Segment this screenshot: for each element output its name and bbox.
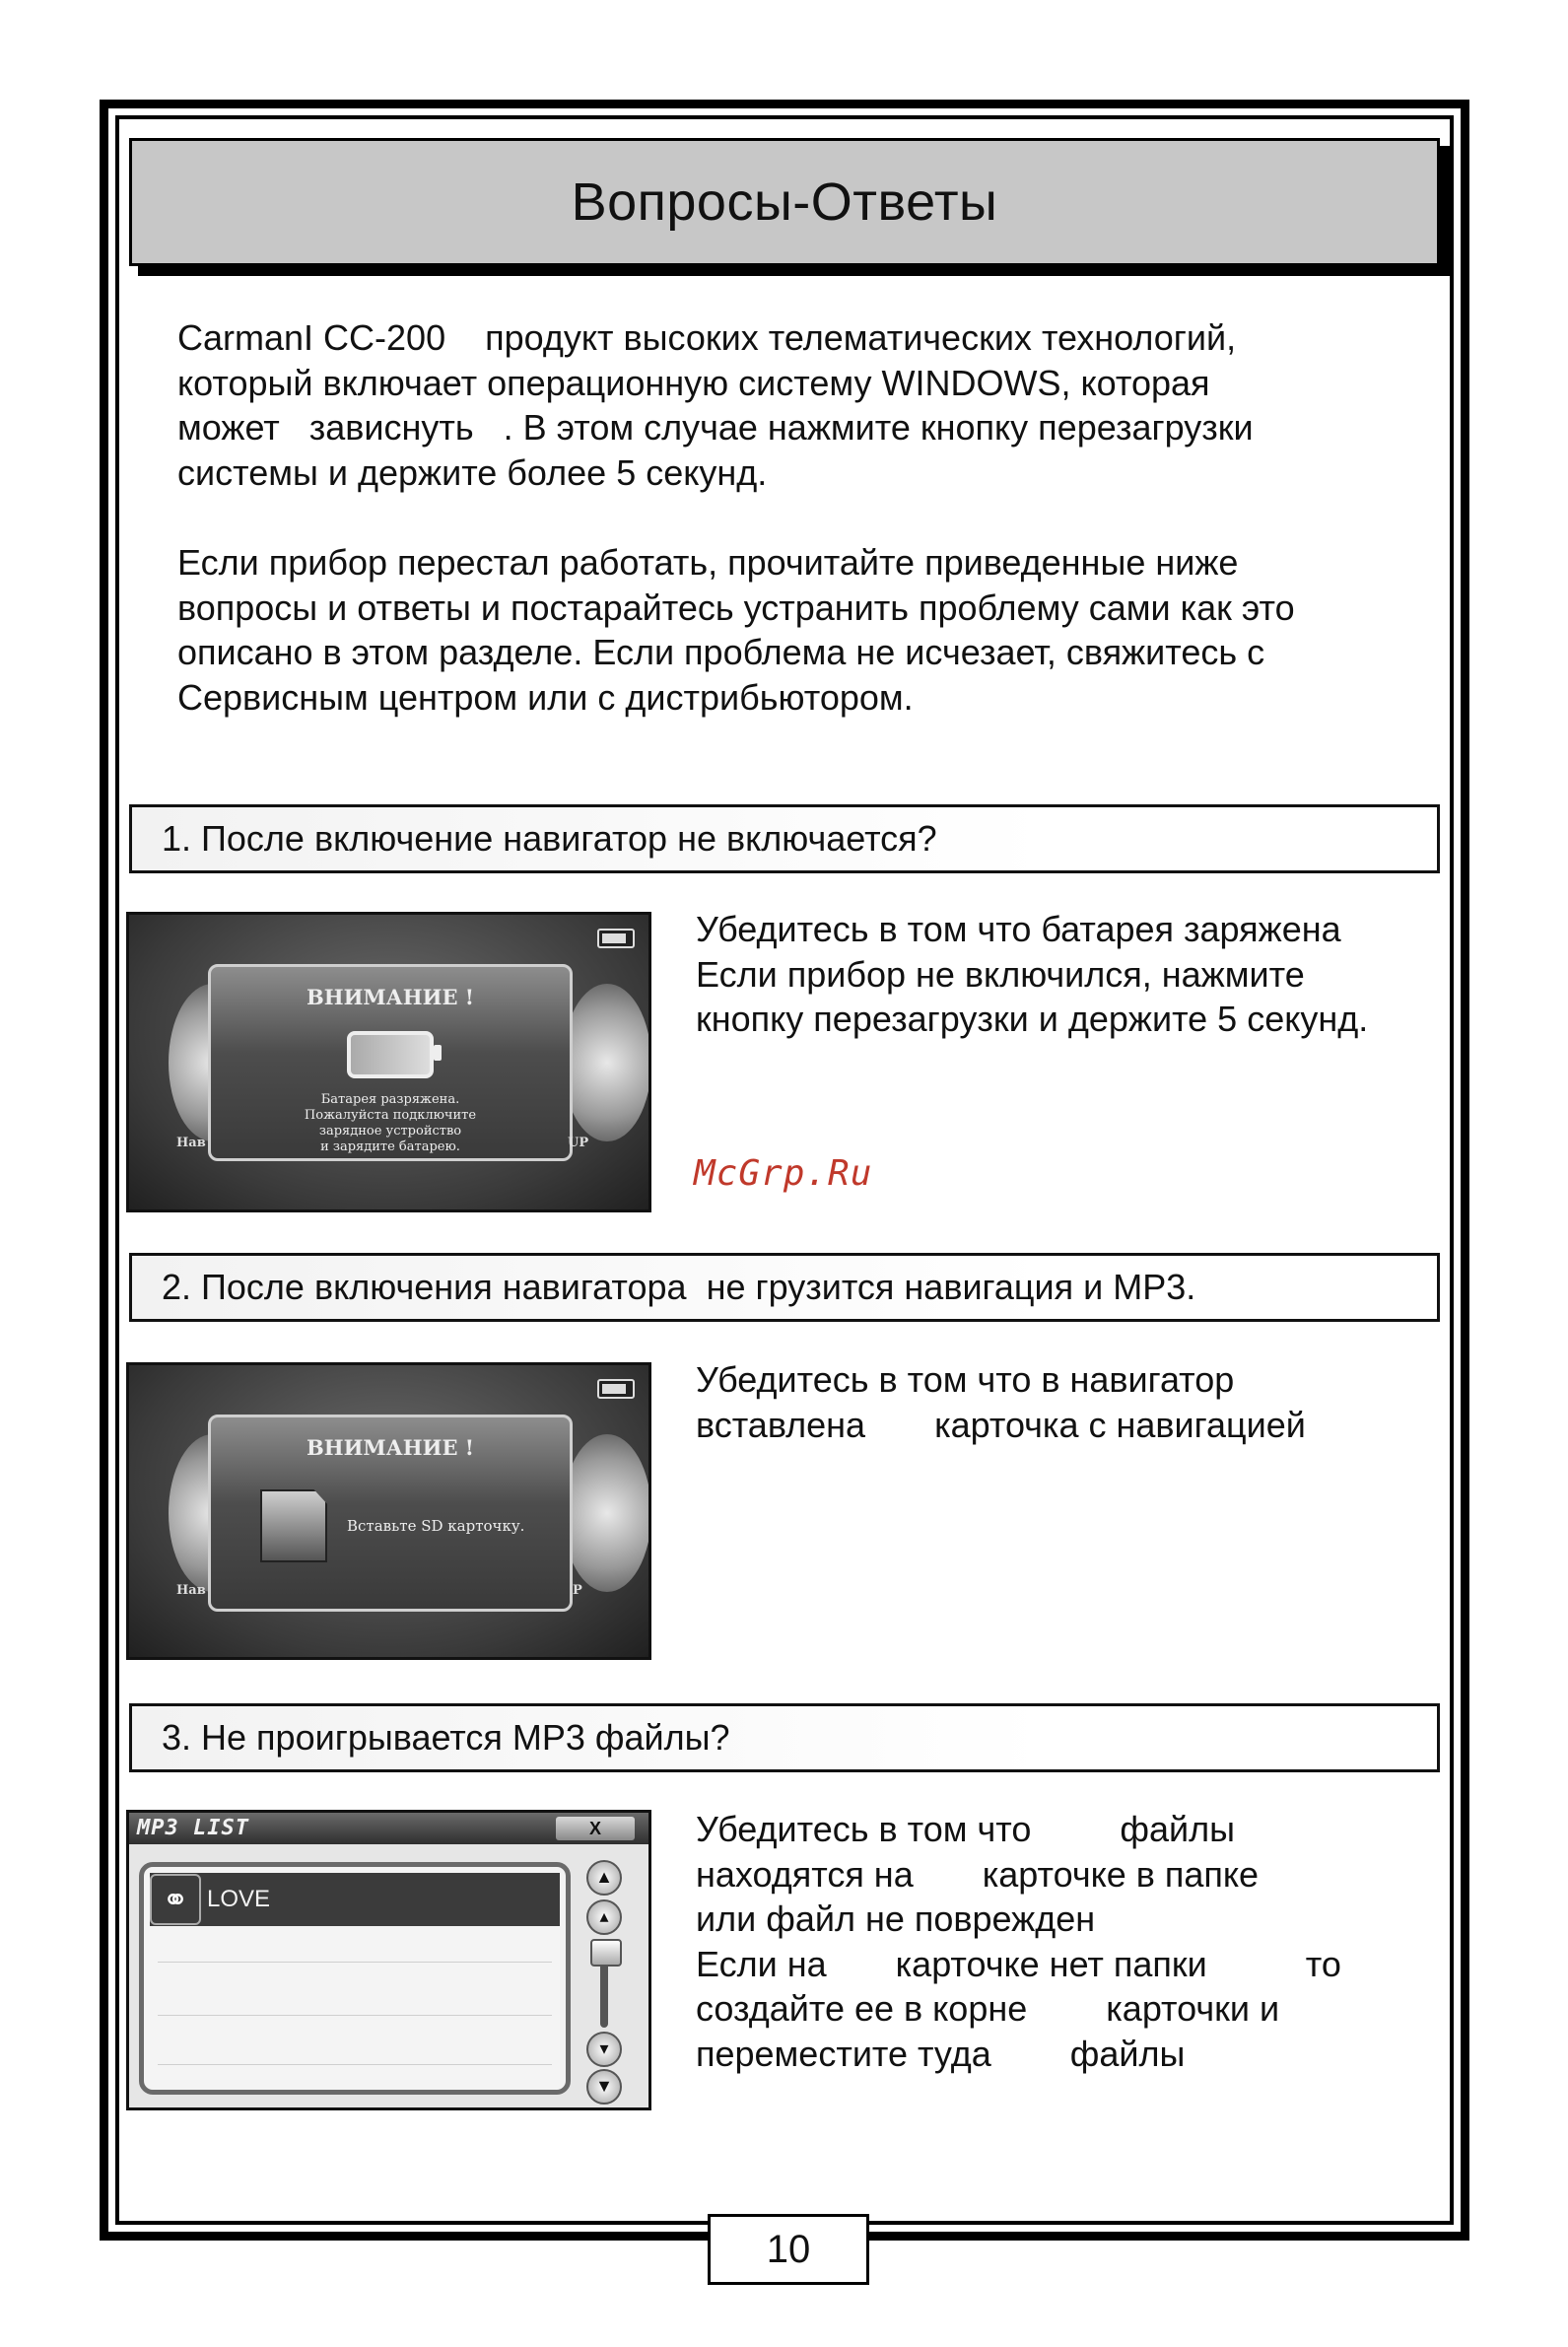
mp3-track-list bbox=[139, 1862, 571, 2095]
dialog-title: ВНИМАНИЕ ! bbox=[307, 1435, 474, 1460]
mp3-track-name: LOVE bbox=[207, 1886, 271, 1912]
intro-line: может зависнуть . В этом случае нажмите кнопку перезагрузки bbox=[177, 407, 1254, 448]
left-menu-label: Нав bbox=[176, 1583, 206, 1598]
note-line: Если прибор перестал работать, прочитайте приведенные ниже bbox=[177, 542, 1239, 583]
answer-line: Убедитесь в том что батарея заряжена bbox=[696, 909, 1341, 949]
dialog-title: ВНИМАНИЕ ! bbox=[307, 985, 474, 1009]
scroll-bottom-icon[interactable]: ▼ bbox=[586, 2069, 622, 2105]
dialog-message-line: Пожалуйста подключите bbox=[304, 1108, 477, 1123]
question-1-header bbox=[129, 804, 1440, 873]
intro-line: системы и держите более 5 секунд. bbox=[177, 451, 768, 493]
question-1-text: 1. После включение навигатор не включается? bbox=[162, 818, 937, 859]
dialog-message-line: зарядное устройство bbox=[318, 1124, 462, 1139]
mp3-list-screenshot bbox=[126, 1810, 651, 2110]
dialog-message-line: Вставьте SD карточку. bbox=[347, 1517, 525, 1535]
mp3-list-title: MP3 LIST bbox=[137, 1816, 249, 1840]
question-2-text: 2. После включения навигатора не грузится навигация и MP3. bbox=[162, 1267, 1196, 1307]
answer-1 bbox=[696, 907, 1445, 1042]
mp3-close-button[interactable]: X bbox=[556, 1817, 635, 1840]
no-sd-card-screenshot bbox=[126, 1362, 651, 1660]
answer-line: Убедитесь в том что в навигатор bbox=[696, 1359, 1235, 1400]
question-3-text: 3. Не проигрывается MP3 файлы? bbox=[162, 1717, 730, 1758]
answer-line: Если на карточке нет папки то bbox=[696, 1943, 1341, 1984]
right-menu-label: UP bbox=[568, 1136, 589, 1150]
list-divider bbox=[158, 1962, 552, 1963]
answer-line: создайте ее в корне карточки и bbox=[696, 1988, 1280, 2029]
question-3-header bbox=[129, 1703, 1440, 1772]
list-divider bbox=[158, 2015, 552, 2016]
list-divider bbox=[158, 2064, 552, 2065]
page-title: Вопросы-Ответы bbox=[571, 173, 998, 232]
title-banner bbox=[129, 138, 1440, 266]
scroll-top-icon[interactable]: ▲ bbox=[586, 1860, 622, 1896]
right-menu-label: P bbox=[573, 1583, 582, 1598]
answer-line: переместите туда файлы bbox=[696, 2033, 1186, 2074]
scroll-up-icon[interactable]: ▴ bbox=[586, 1899, 622, 1935]
warning-dialog bbox=[208, 964, 573, 1161]
battery-status-icon bbox=[597, 929, 635, 948]
note-line: Сервисным центром или с дистрибьютором. bbox=[177, 676, 914, 718]
headphones-icon: ⚭ bbox=[150, 1874, 201, 1925]
answer-line: находятся на карточке в папке bbox=[696, 1853, 1260, 1895]
low-battery-screenshot bbox=[126, 912, 651, 1212]
scroll-thumb[interactable] bbox=[590, 1939, 622, 1967]
note-paragraph bbox=[177, 540, 1399, 720]
page-number: 10 bbox=[708, 2214, 869, 2285]
sd-card-icon bbox=[260, 1489, 327, 1562]
mp3-track-row[interactable] bbox=[150, 1873, 560, 1926]
dialog-message-line: и зарядите батарею. bbox=[320, 1139, 460, 1154]
right-disc-icon bbox=[563, 984, 651, 1141]
intro-line: CarmanI CC-200 продукт высоких телематических технологий, bbox=[177, 317, 1237, 358]
left-menu-label: Нав bbox=[176, 1136, 206, 1150]
answer-line: Если прибор не включился, нажмите bbox=[696, 953, 1305, 995]
battery-empty-icon bbox=[347, 1031, 434, 1078]
answer-3 bbox=[696, 1807, 1445, 2076]
battery-status-icon bbox=[597, 1379, 635, 1399]
scroll-down-icon[interactable]: ▾ bbox=[586, 2032, 622, 2067]
answer-line: вставлена карточка с навигацией bbox=[696, 1404, 1306, 1445]
answer-line: или файл не поврежден bbox=[696, 1898, 1096, 1939]
answer-line: Убедитесь в том что файлы bbox=[696, 1809, 1235, 1849]
note-line: вопросы и ответы и постарайтесь устранить проблему сами как это bbox=[177, 587, 1295, 628]
watermark-text: McGrp.Ru bbox=[694, 1153, 873, 1194]
answer-line: кнопку перезагрузки и держите 5 секунд. bbox=[696, 999, 1369, 1039]
question-2-header bbox=[129, 1253, 1440, 1322]
note-line: описано в этом разделе. Если проблема не исчезает, свяжитесь с bbox=[177, 632, 1265, 672]
intro-paragraph bbox=[177, 315, 1399, 495]
answer-2 bbox=[696, 1357, 1445, 1447]
warning-dialog bbox=[208, 1415, 573, 1612]
dialog-message-line: Батарея разряжена. bbox=[320, 1092, 460, 1107]
mp3-header-bar bbox=[129, 1813, 648, 1844]
intro-line: который включает операционную систему WINDOWS, которая bbox=[177, 362, 1210, 403]
right-disc-icon bbox=[563, 1434, 651, 1592]
